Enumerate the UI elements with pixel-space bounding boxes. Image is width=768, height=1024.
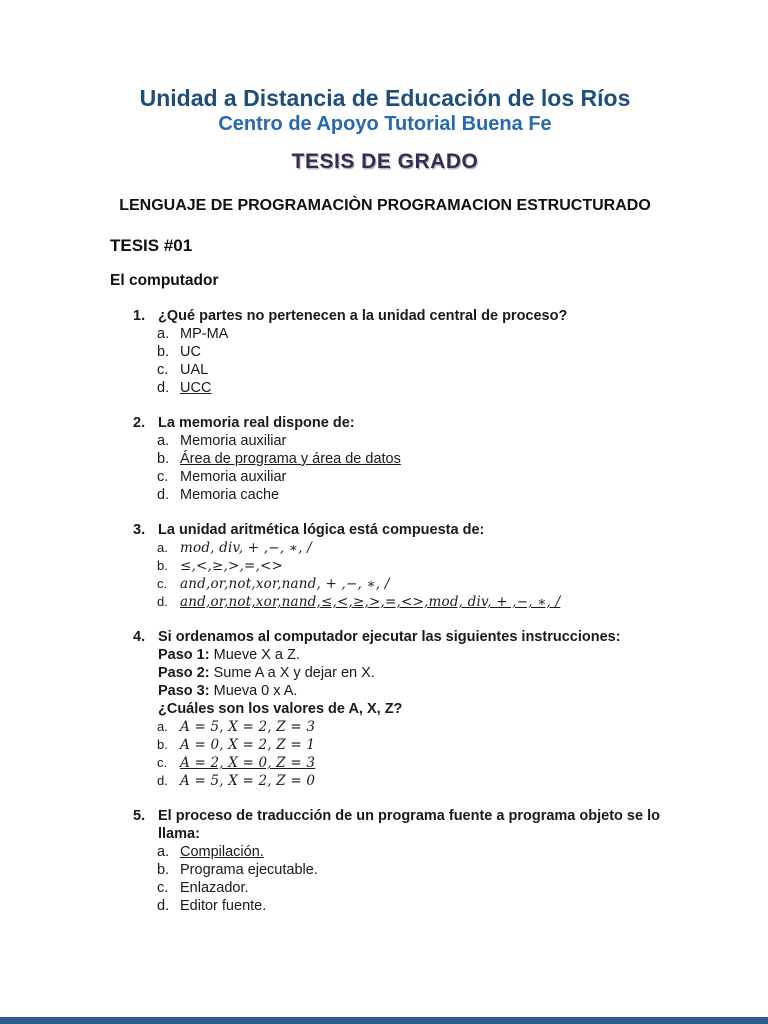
option-letter: c. [157,754,168,770]
option-text: A = 2, X = 0, Z = 3 [180,754,316,771]
option-text: Memoria auxiliar [180,432,287,449]
option-letter: b. [157,736,168,752]
option-letter: b. [157,343,170,360]
option-text: Memoria cache [180,486,280,503]
question-text: Si ordenamos al computador ejecutar las siguientes instrucciones: [158,628,621,645]
step-label: Paso 3: [158,682,210,699]
tesis-number: TESIS #01 [110,235,193,255]
steps [158,646,660,700]
option-row [157,379,660,397]
options [157,539,660,611]
question-text: El proceso de traducción de un programa fuente a programa objeto se lo llama: [158,807,660,842]
question-heading [133,807,660,843]
option-letter: c. [157,879,169,896]
question-number: 5. [133,807,146,824]
questions [110,307,660,915]
options [157,325,660,397]
options [157,718,660,790]
question [133,807,660,915]
option-row [157,718,660,736]
step-row [158,646,660,664]
option-letter: d. [157,486,170,503]
question-number: 1. [133,307,146,324]
option-letter: a. [157,325,170,342]
institution-title: Unidad a Distancia de Educación de los Ríos [139,85,631,111]
option-row [157,557,660,575]
topic-heading: El computador [110,271,219,289]
option-text: and,or,not,xor,nand, + ,−, ∗, / [180,575,390,592]
question [133,307,660,397]
step-label: Paso 2: [158,664,210,681]
option-text: A = 5, X = 2, Z = 3 [180,718,316,735]
option-row [157,754,660,772]
option-text: A = 5, X = 2, Z = 0 [180,772,316,789]
option-row [157,539,660,557]
step-row [158,664,660,682]
question-text: La unidad aritmética lógica está compuesta de: [158,521,485,538]
step-text: Sume A a X y dejar en X. [209,664,375,681]
question [133,521,660,611]
question-heading [133,521,660,539]
option-text: UC [180,343,201,360]
option-text: A = 0, X = 2, Z = 1 [180,736,316,753]
option-letter: a. [157,432,170,449]
step-text: Mueva 0 x A. [209,682,298,699]
option-letter: b. [157,861,170,878]
question-heading [133,414,660,432]
option-letter: a. [157,718,168,734]
option-text: Área de programa y área de datos [180,450,401,467]
question [133,414,660,504]
question [133,628,660,790]
option-letter: d. [157,772,168,788]
option-letter: d. [157,379,170,396]
option-letter: c. [157,575,168,591]
step-label: Paso 1: [158,646,210,663]
option-row [157,772,660,790]
option-letter: b. [157,450,170,467]
option-row [157,861,660,879]
option-text: ≤,<,≥,>,=,<> [180,557,284,574]
option-text: Programa ejecutable. [180,861,318,878]
option-row [157,450,660,468]
option-text: UCC [180,379,212,396]
institution-subtitle: Centro de Apoyo Tutorial Buena Fe [218,112,552,135]
option-row [157,897,660,915]
option-letter: d. [157,897,170,914]
step-text: Mueve X a Z. [209,646,300,663]
option-row [157,843,660,861]
option-letter: b. [157,557,168,573]
option-row [157,879,660,897]
option-letter: a. [157,843,170,860]
step-row [158,682,660,700]
option-text: Editor fuente. [180,897,267,914]
option-row [157,361,660,379]
option-row [157,432,660,450]
option-row [157,593,660,611]
option-letter: c. [157,468,169,485]
option-letter: a. [157,539,168,555]
option-row [157,575,660,593]
option-row [157,325,660,343]
option-text: Memoria auxiliar [180,468,287,485]
option-text: MP-MA [180,325,229,342]
options [157,843,660,915]
option-text: mod, div, + ,−, ∗, / [180,539,312,556]
option-text: UAL [180,361,209,378]
subject-line: LENGUAJE DE PROGRAMACIÒN PROGRAMACION ESTRUCTURADO [119,196,651,214]
viewer-bottom-bar [0,1017,768,1024]
question-number: 3. [133,521,146,538]
question-text: La memoria real dispone de: [158,414,355,431]
option-row [157,343,660,361]
option-text: and,or,not,xor,nand,≤,<,≥,>,=,<>,mod, div, + ,−, ∗, / [180,593,561,610]
question-number: 4. [133,628,146,645]
sub-question: ¿Cuáles son los valores de A, X, Z? [158,700,403,717]
option-text: Compilación. [180,843,264,860]
question-heading [133,628,660,646]
document-title: TESIS DE GRADO [291,149,479,173]
option-row [157,736,660,754]
option-letter: c. [157,361,169,378]
option-text: Enlazador. [180,879,249,896]
options [157,432,660,504]
option-row [157,468,660,486]
option-letter: d. [157,593,168,609]
question-text: ¿Qué partes no pertenecen a la unidad central de proceso? [158,307,568,324]
question-number: 2. [133,414,146,431]
question-heading [133,307,660,325]
option-row [157,486,660,504]
